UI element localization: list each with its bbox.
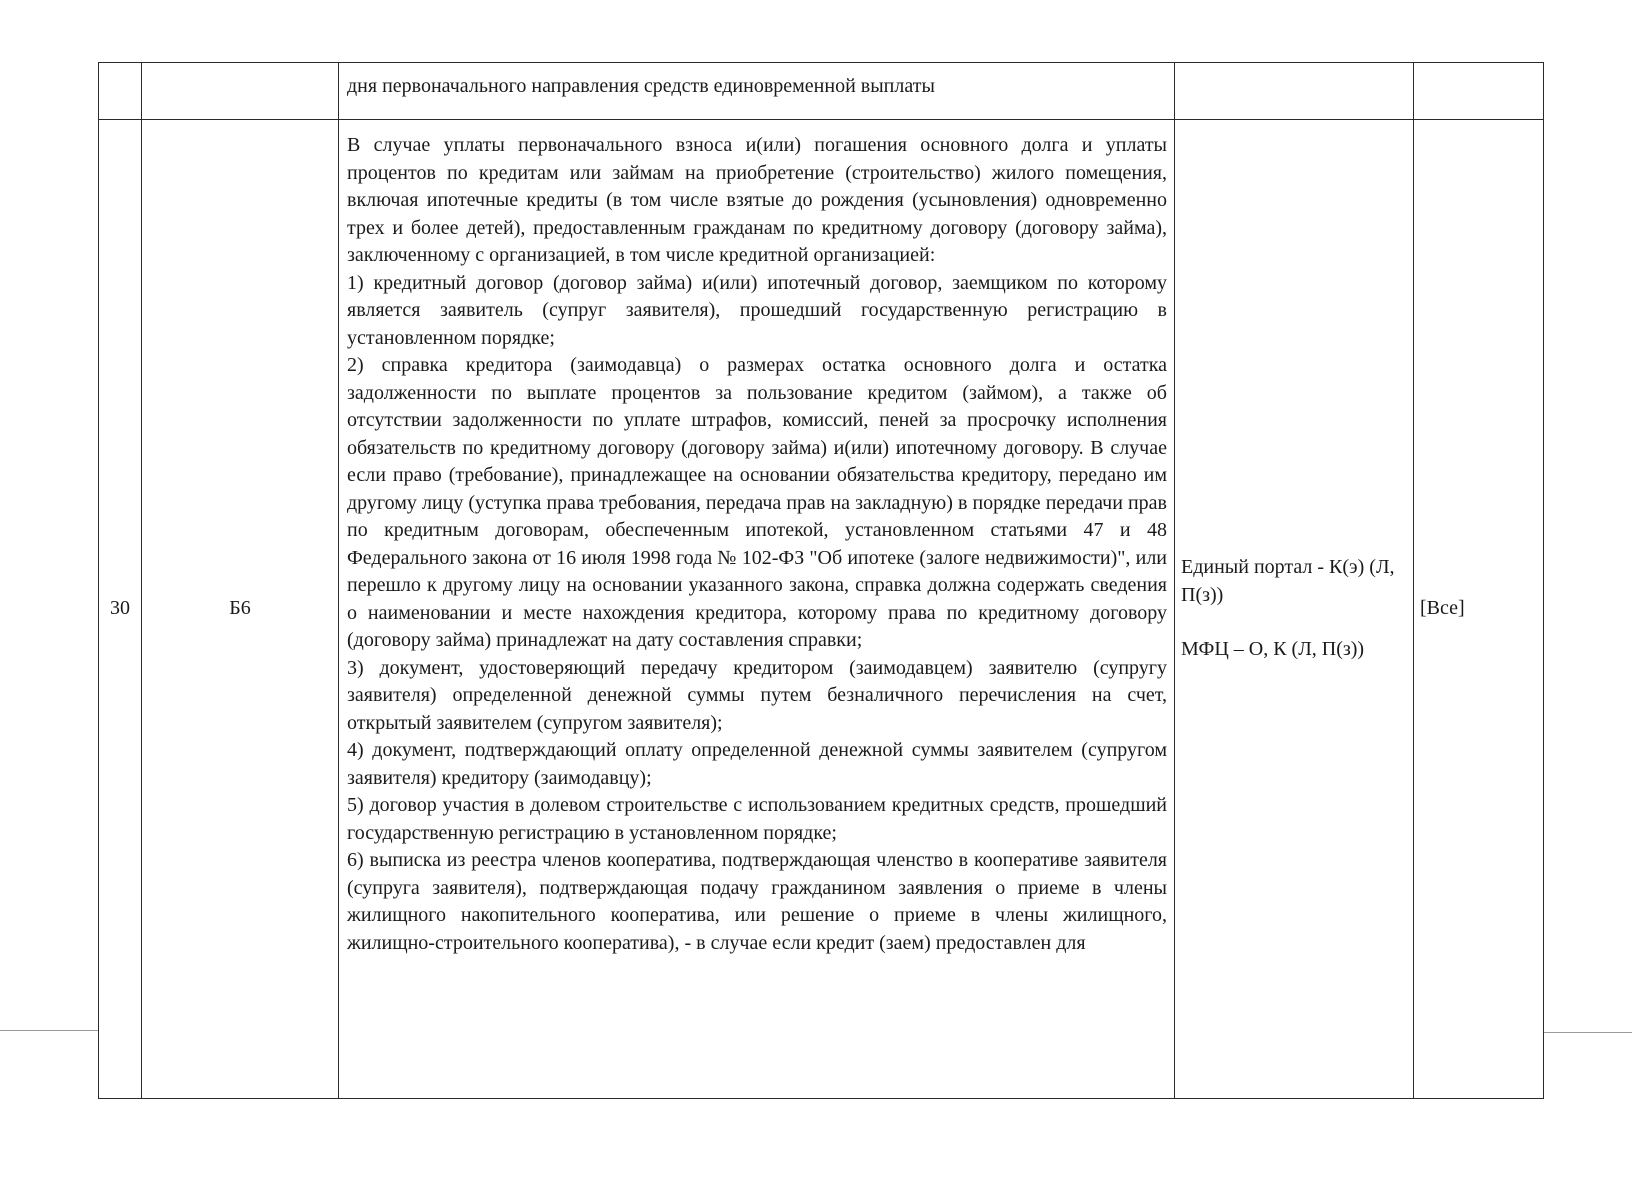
description-paragraph: 1) кредитный договор (договор займа) и(или) ипотечный договор, заемщиком по которому является заявитель (супруг заявителя), прошедший государственную регистрацию в установленном порядке; (347, 271, 1167, 349)
document-description-cell (339, 63, 1175, 120)
table-row (99, 63, 1544, 120)
description-paragraph: В случае уплаты первоначального взноса и(или) погашения основного долга и уплаты процентов по кредитам или займам на приобретение (строительство) жилого помещения, включая ипотечные кредиты (в том числе взятые до рождения (усыновления) одновременно трех и более детей), предоставленным гражданам по кредитному договору (договору займа), заключенному с организацией, в том числе кредитной организацией: (347, 134, 1167, 266)
document-description-cell (339, 120, 1175, 1099)
row-number-cell: 30 (99, 120, 142, 1099)
description-paragraph: 4) документ, подтверждающий оплату определенной денежной суммы заявителем (супругом заявителя) кредитору (заимодавцу); (347, 739, 1167, 789)
description-paragraph: 2) справка кредитора (заимодавца) о размерах остатка основного долга и остатка задолженности по выплате процентов за пользование кредитом (займом), а также об отсутствии задолженности по уплате штрафов, комиссий, пеней за просрочку исполнения обязательств по кредитному договору (договору займа) и(или) ипотечному договору. В случае если право (требование), принадлежащее на основании обязательства кредитору, передано им другому лицу (уступка права требования, передача прав на закладную) в порядке передачи прав по кредитным договорам, обеспеченным ипотекой, установленном статьями 47 и 48 Федерального закона от 16 июля 1998 года № 102-ФЗ "Об ипотеке (залоге недвижимости)", или перешло к другому лицу на основании указанного закона, справка должна содержать сведения о наименовании и месте нахождения кредитора, которому права по кредитному договору (договору займа) принадлежат на дату составления справки; (347, 354, 1167, 651)
scan-artifact-line (0, 1030, 98, 1031)
description-paragraph: 6) выписка из реестра членов кооператива, подтверждающая членство в кооперативе заявителя (супруга заявителя), подтверждающая подачу гражданином заявления о приеме в члены жилищного накопительного кооператива, или решение о приеме в члены жилищного, жилищно-строительного кооператива), - в случае если кредит (заем) предоставлен для (347, 849, 1167, 954)
applicability-cell (1414, 63, 1544, 120)
row-number-cell (99, 63, 142, 120)
applicability-cell: [Все] (1414, 120, 1544, 1099)
document-code-cell (142, 63, 339, 120)
document-code-cell: Б6 (142, 120, 339, 1099)
scan-artifact-line (1544, 1032, 1632, 1033)
description-paragraph: 5) договор участия в долевом строительстве с использованием кредитных средств, прошедший государственную регистрацию в установленном порядке; (347, 794, 1167, 844)
description-paragraph: 3) документ, удостоверяющий передачу кредитором (заимодавцем) заявителю (супругу заявителя) определенной денежной суммы путем безналичного перечисления на счет, открытый заявителем (супругом заявителя); (347, 656, 1167, 734)
document-table (98, 62, 1544, 1099)
submission-channels-cell (1175, 120, 1414, 1099)
submission-channels-cell (1175, 63, 1414, 120)
description-paragraph: дня первоначального направления средств единовременной выплаты (347, 75, 935, 97)
channel-item: Единый портал - К(э) (Л, П(з)) (1181, 556, 1395, 606)
table-row (99, 120, 1544, 1099)
channel-item: МФЦ – О, К (Л, П(з)) (1181, 638, 1365, 661)
